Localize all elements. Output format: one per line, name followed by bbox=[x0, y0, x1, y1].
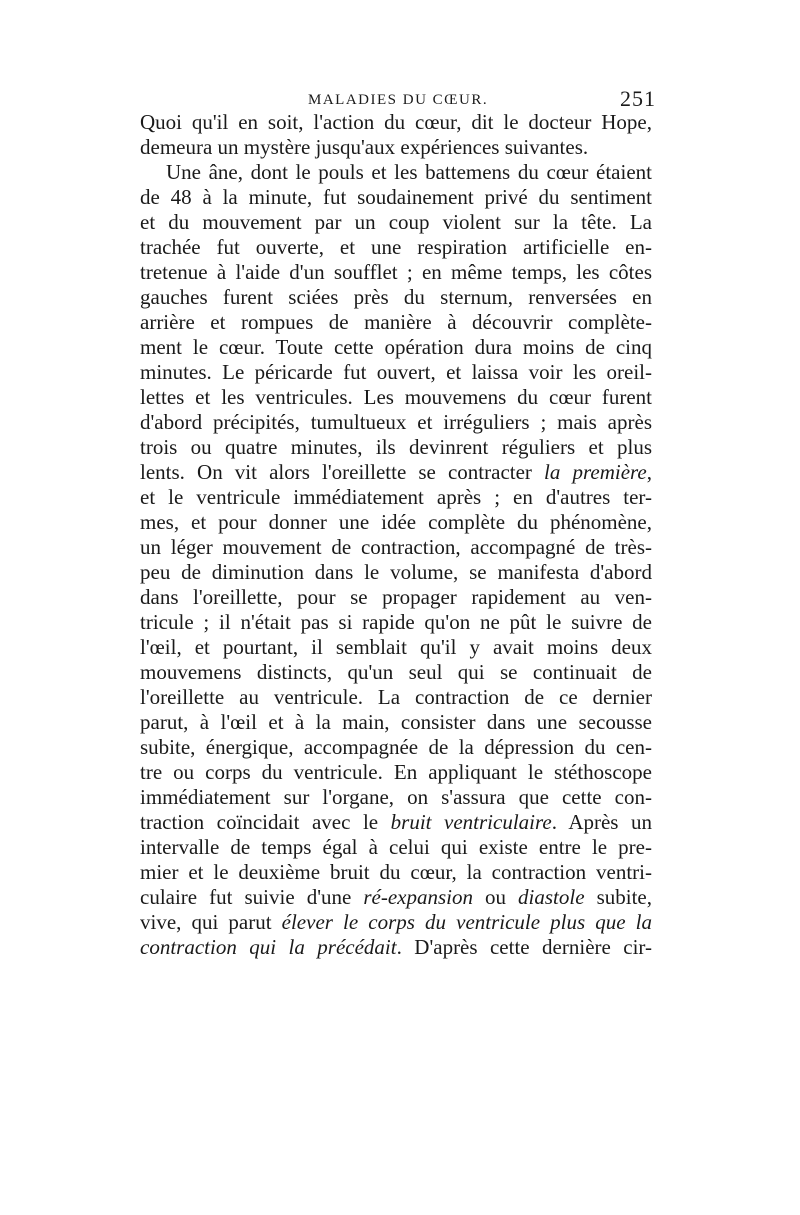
text-line bbox=[140, 110, 652, 135]
text-line bbox=[140, 635, 652, 660]
text-segment: dans l'oreillette, pour se propager rapidement au ven- bbox=[140, 585, 652, 609]
text-line bbox=[140, 235, 652, 260]
text-line bbox=[140, 860, 652, 885]
text-segment: minutes. Le péricarde fut ouvert, et laissa voir les oreil- bbox=[140, 360, 652, 384]
text-segment: tretenue à l'aide d'un soufflet ; en même temps, les côtes bbox=[140, 260, 652, 284]
italic-text: bruit ventriculaire bbox=[390, 810, 552, 834]
page-number: 251 bbox=[620, 86, 656, 111]
text-line bbox=[140, 360, 652, 385]
text-line bbox=[140, 335, 652, 360]
text-segment: lents. On vit alors l'oreillette se contracter bbox=[140, 460, 545, 484]
text-line bbox=[140, 885, 652, 910]
text-segment: mier et le deuxième bruit du cœur, la contraction ventri- bbox=[140, 860, 652, 884]
text-line bbox=[140, 685, 652, 710]
text-line bbox=[140, 185, 652, 210]
text-line bbox=[140, 210, 652, 235]
text-segment: culaire fut suivie d'une bbox=[140, 885, 364, 909]
text-segment: gauches furent sciées près du sternum, renversées en bbox=[140, 285, 652, 309]
text-line bbox=[140, 660, 652, 685]
text-segment: intervalle de temps égal à celui qui existe entre le pre- bbox=[140, 835, 652, 859]
text-line bbox=[140, 135, 652, 160]
text-line bbox=[140, 410, 652, 435]
text-segment: peu de diminution dans le volume, se manifesta d'abord bbox=[140, 560, 652, 584]
text-line bbox=[140, 285, 652, 310]
text-segment: mouvemens distincts, qu'un seul qui se continuait de bbox=[140, 660, 652, 684]
text-segment: lettes et les ventricules. Les mouvemens du cœur furent bbox=[140, 385, 652, 409]
running-title: MALADIES DU CŒUR. bbox=[308, 92, 489, 108]
text-line bbox=[140, 435, 652, 460]
italic-text: ré-expansion bbox=[363, 885, 473, 909]
text-segment: vive, qui parut bbox=[140, 910, 282, 934]
text-segment: Une âne, dont le pouls et les battemens du cœur étaient bbox=[166, 160, 652, 184]
text-segment: immédiatement sur l'organe, on s'assura que cette con- bbox=[140, 785, 652, 809]
italic-text: la première bbox=[544, 460, 647, 484]
text-segment: tre ou corps du ventricule. En appliquant le stéthoscope bbox=[140, 760, 652, 784]
text-line bbox=[140, 585, 652, 610]
text-segment: ou bbox=[472, 885, 519, 909]
text-segment: , bbox=[646, 460, 652, 484]
text-segment: trois ou quatre minutes, ils devinrent réguliers et plus bbox=[140, 435, 652, 459]
text-segment: arrière et rompues de manière à découvrir complète- bbox=[140, 310, 652, 334]
text-line bbox=[140, 160, 652, 185]
text-segment: subite, bbox=[584, 885, 652, 909]
text-segment: un léger mouvement de contraction, accompagné de très- bbox=[140, 535, 652, 559]
text-line bbox=[140, 735, 652, 760]
text-line bbox=[140, 760, 652, 785]
text-segment: l'œil, et pourtant, il semblait qu'il y avait moins deux bbox=[140, 635, 652, 659]
text-line bbox=[140, 560, 652, 585]
text-segment: d'abord précipités, tumultueux et irréguliers ; mais après bbox=[140, 410, 652, 434]
text-line bbox=[140, 510, 652, 535]
text-segment: subite, énergique, accompagnée de la dépression du cen- bbox=[140, 735, 652, 759]
text-line bbox=[140, 310, 652, 335]
body-text bbox=[140, 110, 652, 960]
text-segment: et le ventricule immédiatement après ; en d'autres ter- bbox=[140, 485, 652, 509]
text-line bbox=[140, 835, 652, 860]
text-segment: . D'après cette dernière cir- bbox=[396, 935, 652, 959]
text-line bbox=[140, 485, 652, 510]
text-line bbox=[140, 610, 652, 635]
text-segment: Quoi qu'il en soit, l'action du cœur, dit le docteur Hope, bbox=[140, 110, 652, 134]
text-segment: ment le cœur. Toute cette opération dura moins de cinq bbox=[140, 335, 652, 359]
text-segment: l'oreillette au ventricule. La contraction de ce dernier bbox=[140, 685, 652, 709]
italic-text: contraction qui la précédait bbox=[140, 935, 397, 959]
text-segment: traction coïncidait avec le bbox=[140, 810, 391, 834]
text-line bbox=[140, 460, 652, 485]
text-line bbox=[140, 260, 652, 285]
text-line bbox=[140, 385, 652, 410]
text-segment: trachée fut ouverte, et une respiration artificielle en- bbox=[140, 235, 652, 259]
text-line bbox=[140, 810, 652, 835]
text-segment: et du mouvement par un coup violent sur la tête. La bbox=[140, 210, 652, 234]
text-segment: parut, à l'œil et à la main, consister dans une secousse bbox=[140, 710, 652, 734]
text-segment: mes, et pour donner une idée complète du phénomène, bbox=[140, 510, 652, 534]
text-line bbox=[140, 710, 652, 735]
italic-text: élever le corps du ventricule plus que la bbox=[281, 910, 653, 934]
text-line bbox=[140, 535, 652, 560]
text-line bbox=[140, 935, 652, 960]
text-line bbox=[140, 785, 652, 810]
text-segment: demeura un mystère jusqu'aux expériences suivantes. bbox=[140, 135, 589, 159]
text-segment: . Après un bbox=[551, 810, 653, 834]
text-segment: de 48 à la minute, fut soudainement privé du sentiment bbox=[140, 185, 652, 209]
italic-text: diastole bbox=[518, 885, 585, 909]
text-line bbox=[140, 910, 652, 935]
text-segment: tricule ; il n'était pas si rapide qu'on ne pût le suivre de bbox=[140, 610, 652, 634]
